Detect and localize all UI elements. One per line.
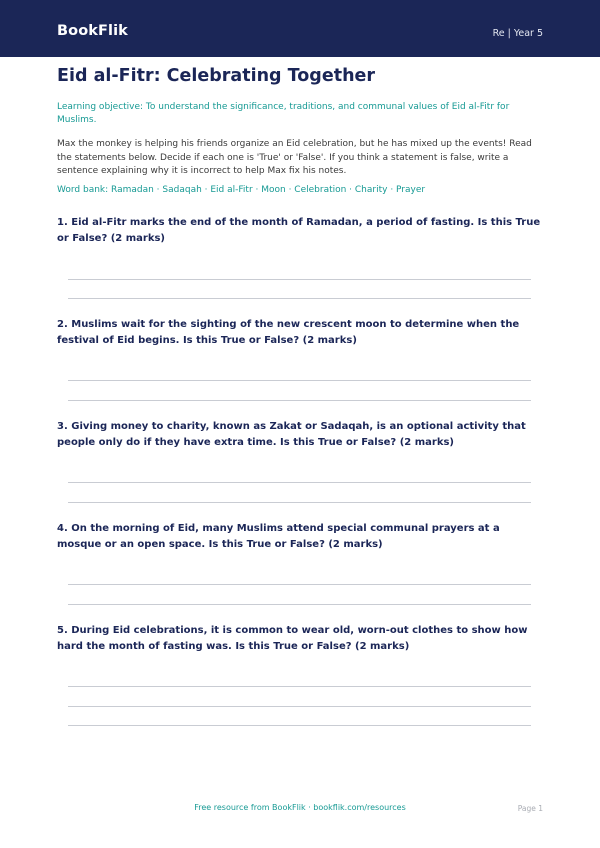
answer-line[interactable]: [68, 706, 531, 707]
question-1: 1. Eid al-Fitr marks the end of the month of Ramadan, a period of fasting. Is this True or False? (2 marks): [57, 217, 541, 244]
answer-line[interactable]: [68, 502, 531, 503]
answer-line[interactable]: [68, 725, 531, 726]
question-4: 4. On the morning of Eid, many Muslims attend special communal prayers at a mosque or an open space. Is this True or False? (2 marks): [57, 523, 500, 550]
header-bar: [0, 0, 600, 57]
page-number: Page 1: [517, 804, 543, 813]
answer-line[interactable]: [68, 482, 531, 483]
answer-line[interactable]: [68, 279, 531, 280]
brand-logo: BookFlik: [57, 23, 128, 39]
answer-line[interactable]: [68, 298, 531, 299]
learning-objective: Learning objective: To understand the significance, traditions, and communal values of Eid al-Fitr for Muslims.: [57, 102, 510, 125]
question-5: 5. During Eid celebrations, it is common to wear old, worn-out clothes to show how hard the month of fasting was. Is this True or False? (2 marks): [57, 625, 528, 652]
footer-resource-link[interactable]: Free resource from BookFlik · bookflik.com/resources: [194, 803, 406, 812]
question-3: 3. Giving money to charity, known as Zakat or Sadaqah, is an optional activity that people only do if they have extra time. Is this True or False? (2 marks): [57, 421, 526, 448]
question-2: 2. Muslims wait for the sighting of the new crescent moon to determine when the festival of Eid begins. Is this True or False? (2 marks): [57, 319, 520, 346]
answer-line[interactable]: [68, 604, 531, 605]
answer-line[interactable]: [68, 686, 531, 687]
answer-line[interactable]: [68, 380, 531, 381]
page-title: Eid al-Fitr: Celebrating Together: [57, 66, 376, 86]
word-bank: Word bank: Ramadan · Sadaqah · Eid al-Fitr · Moon · Celebration · Charity · Prayer: [57, 185, 426, 195]
answer-line[interactable]: [68, 584, 531, 585]
answer-line[interactable]: [68, 400, 531, 401]
instructions-text: Max the monkey is helping his friends organize an Eid celebration, but he has mixed up the events! Read the statements below. Decide if each one is 'True' or 'False'. If you think a statement is false, write a sentence explaining why it is incorrect to help Max fix his notes.: [57, 139, 532, 176]
subject-year-label: Re | Year 5: [492, 28, 543, 39]
